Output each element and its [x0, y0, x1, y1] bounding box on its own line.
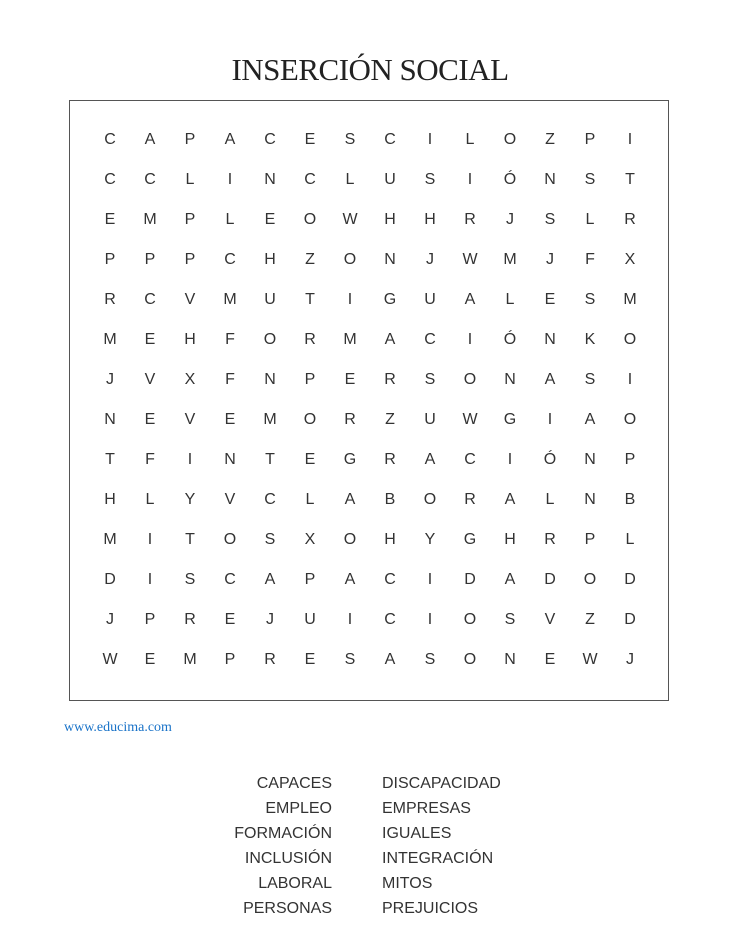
word-list-item: MITOS — [382, 875, 433, 892]
grid-cell[interactable]: P — [184, 211, 196, 228]
grid-cell[interactable]: W — [462, 411, 478, 428]
grid-cell[interactable]: F — [585, 251, 595, 268]
grid-cell[interactable]: O — [263, 331, 277, 348]
grid-cell[interactable]: T — [105, 451, 115, 468]
grid-cell[interactable]: O — [223, 531, 237, 548]
grid-cell[interactable]: Y — [424, 531, 436, 548]
grid-cell[interactable]: P — [224, 651, 236, 668]
grid-cell[interactable]: C — [384, 131, 396, 148]
word-list-item: PERSONAS — [243, 900, 332, 917]
page-title: INSERCIÓN SOCIAL — [231, 52, 509, 87]
grid-cell[interactable]: D — [624, 611, 636, 628]
grid-cell[interactable]: E — [304, 131, 316, 148]
grid-cell[interactable]: U — [384, 171, 396, 188]
grid-cell[interactable]: G — [343, 451, 357, 468]
grid-cell[interactable]: S — [584, 291, 596, 308]
grid-cell[interactable]: H — [264, 251, 276, 268]
grid-cell[interactable]: N — [264, 371, 276, 388]
grid-cell[interactable]: A — [424, 451, 436, 468]
word-list-item: PREJUICIOS — [382, 900, 479, 917]
grid-cell[interactable]: N — [104, 411, 116, 428]
grid-cell[interactable]: E — [144, 411, 156, 428]
grid-cell[interactable]: I — [627, 371, 633, 388]
grid-cell[interactable]: I — [427, 611, 433, 628]
grid-cell[interactable]: N — [224, 451, 236, 468]
grid-cell[interactable]: S — [424, 171, 436, 188]
grid-cell[interactable]: M — [103, 531, 117, 548]
grid-cell[interactable]: L — [185, 171, 195, 188]
grid-cell[interactable]: O — [503, 131, 517, 148]
grid-cell[interactable]: M — [263, 411, 277, 428]
word-list-item: IGUALES — [382, 825, 452, 842]
grid-cell[interactable]: V — [224, 491, 236, 508]
grid-cell[interactable]: H — [104, 491, 116, 508]
grid-cell[interactable]: Ó — [543, 451, 557, 468]
website-link[interactable]: www.educima.com — [64, 720, 172, 735]
grid-cell[interactable]: L — [625, 531, 635, 548]
grid-cell[interactable]: S — [424, 371, 436, 388]
word-list-item: LABORAL — [258, 875, 332, 892]
grid-cell[interactable]: L — [305, 491, 315, 508]
grid-cell[interactable]: O — [463, 611, 477, 628]
word-search-grid — [69, 100, 669, 701]
grid-cell[interactable]: X — [304, 531, 316, 548]
grid-cell[interactable]: J — [626, 651, 634, 668]
grid-cell[interactable]: M — [183, 651, 197, 668]
grid-cell[interactable]: E — [144, 331, 156, 348]
grid-cell[interactable]: O — [303, 211, 317, 228]
grid-cell[interactable]: L — [345, 171, 355, 188]
grid-cell[interactable]: C — [144, 291, 156, 308]
grid-cell[interactable]: Ó — [503, 171, 517, 188]
grid-cell[interactable]: O — [343, 531, 357, 548]
grid-cell[interactable]: A — [264, 571, 276, 588]
grid-cell[interactable]: O — [583, 571, 597, 588]
word-list-right — [382, 773, 582, 923]
grid-cell[interactable]: J — [546, 251, 554, 268]
grid-cell[interactable]: R — [624, 211, 636, 228]
grid-cell[interactable]: L — [225, 211, 235, 228]
grid-cell[interactable]: W — [462, 251, 478, 268]
grid-cell[interactable]: O — [463, 371, 477, 388]
grid-cell[interactable]: C — [104, 131, 116, 148]
grid-cell[interactable]: T — [305, 291, 315, 308]
grid-cell[interactable]: B — [384, 491, 396, 508]
grid-cell[interactable]: Z — [585, 611, 595, 628]
grid-cell[interactable]: T — [265, 451, 275, 468]
grid-cell[interactable]: D — [624, 571, 636, 588]
grid-cell[interactable]: U — [304, 611, 316, 628]
grid-cell[interactable]: N — [544, 331, 556, 348]
grid-cell[interactable]: F — [145, 451, 155, 468]
grid-cell[interactable]: S — [424, 651, 436, 668]
grid-cell[interactable]: S — [344, 131, 356, 148]
grid-cell[interactable]: A — [224, 131, 236, 148]
grid-cell[interactable]: I — [427, 131, 433, 148]
grid-cell[interactable]: L — [545, 491, 555, 508]
grid-cell[interactable]: A — [384, 651, 396, 668]
grid-cell[interactable]: M — [503, 251, 517, 268]
grid-cell[interactable]: A — [464, 291, 476, 308]
grid-cell[interactable]: P — [104, 251, 116, 268]
word-list-item: FORMACIÓN — [234, 825, 332, 842]
grid-cell[interactable]: I — [227, 171, 233, 188]
grid-cell[interactable]: S — [584, 371, 596, 388]
grid-cell[interactable]: M — [343, 331, 357, 348]
grid-cell[interactable]: R — [464, 211, 476, 228]
grid-cell[interactable]: J — [106, 611, 114, 628]
grid-cell[interactable]: C — [264, 491, 276, 508]
grid-cell[interactable]: N — [504, 651, 516, 668]
grid-cell[interactable]: R — [384, 451, 396, 468]
grid-cell[interactable]: P — [144, 251, 156, 268]
grid-cell[interactable]: V — [184, 291, 196, 308]
grid-cell[interactable]: M — [103, 331, 117, 348]
grid-cell[interactable]: V — [544, 611, 556, 628]
grid-cell[interactable]: S — [344, 651, 356, 668]
word-list-item: DISCAPACIDAD — [382, 775, 501, 792]
word-list-item: INTEGRACIÓN — [382, 850, 494, 867]
grid-cell[interactable]: Z — [545, 131, 555, 148]
grid-cell[interactable]: Z — [305, 251, 315, 268]
grid-cell[interactable]: D — [464, 571, 476, 588]
grid-cell[interactable]: I — [627, 131, 633, 148]
grid-cell[interactable]: Ó — [503, 331, 517, 348]
grid-cell[interactable]: X — [624, 251, 636, 268]
grid-cell[interactable]: U — [264, 291, 276, 308]
grid-cell[interactable]: V — [184, 411, 196, 428]
grid-cell[interactable]: I — [467, 171, 473, 188]
grid-cell[interactable]: P — [184, 131, 196, 148]
grid-cell[interactable]: E — [544, 651, 556, 668]
grid-cell[interactable]: P — [624, 451, 636, 468]
grid-cell[interactable]: C — [304, 171, 316, 188]
grid-cell[interactable]: A — [344, 571, 356, 588]
grid-cell[interactable]: C — [384, 611, 396, 628]
grid-cell[interactable]: S — [544, 211, 556, 228]
grid-cell[interactable]: I — [147, 531, 153, 548]
grid-cell[interactable]: D — [104, 571, 116, 588]
grid-cell[interactable]: J — [106, 371, 114, 388]
grid-cell[interactable]: H — [504, 531, 516, 548]
grid-cell[interactable]: G — [383, 291, 397, 308]
grid-cell[interactable]: N — [544, 171, 556, 188]
grid-cell[interactable]: P — [184, 251, 196, 268]
grid-cell[interactable]: X — [184, 371, 196, 388]
grid-cell[interactable]: N — [584, 451, 596, 468]
grid-cell[interactable]: P — [144, 611, 156, 628]
grid-cell[interactable]: N — [384, 251, 396, 268]
grid-cell[interactable]: I — [467, 331, 473, 348]
grid-cell[interactable]: R — [304, 331, 316, 348]
grid-cell[interactable]: E — [304, 451, 316, 468]
grid-cell[interactable]: M — [223, 291, 237, 308]
grid-cell[interactable]: F — [225, 331, 235, 348]
word-list-item: INCLUSIÓN — [244, 850, 332, 867]
grid-cell[interactable]: E — [224, 611, 236, 628]
grid-cell[interactable]: L — [145, 491, 155, 508]
grid-cell[interactable]: H — [384, 531, 396, 548]
grid-cell[interactable]: A — [384, 331, 396, 348]
grid-cell[interactable]: E — [104, 211, 116, 228]
grid-cell[interactable]: R — [184, 611, 196, 628]
grid-cell[interactable]: C — [224, 571, 236, 588]
grid-cell[interactable]: H — [424, 211, 436, 228]
grid-cell[interactable]: O — [303, 411, 317, 428]
grid-cell[interactable]: O — [463, 651, 477, 668]
grid-cell[interactable]: W — [582, 651, 598, 668]
grid-cell[interactable]: I — [507, 451, 513, 468]
grid-cell[interactable]: T — [185, 531, 195, 548]
grid-cell[interactable]: B — [624, 491, 636, 508]
grid-cell[interactable]: H — [184, 331, 196, 348]
grid-cell[interactable]: M — [143, 211, 157, 228]
grid-cell[interactable]: A — [584, 411, 596, 428]
grid-cell[interactable]: F — [225, 371, 235, 388]
grid-cell[interactable]: I — [187, 451, 193, 468]
grid-cell[interactable]: J — [266, 611, 274, 628]
grid-cell[interactable]: U — [424, 291, 436, 308]
grid-cell[interactable]: I — [547, 411, 553, 428]
grid-cell[interactable]: J — [506, 211, 514, 228]
grid-cell[interactable]: P — [584, 131, 596, 148]
grid-cell[interactable]: R — [544, 531, 556, 548]
grid-cell[interactable]: E — [304, 651, 316, 668]
grid-cell[interactable]: S — [184, 571, 196, 588]
grid-cell[interactable]: T — [625, 171, 635, 188]
grid-cell[interactable]: R — [264, 651, 276, 668]
grid-cell[interactable]: C — [384, 571, 396, 588]
grid-cell[interactable]: L — [585, 211, 595, 228]
grid-cell[interactable]: P — [584, 531, 596, 548]
grid-cell[interactable]: S — [264, 531, 276, 548]
grid-cell[interactable]: L — [465, 131, 475, 148]
word-list-left — [180, 773, 332, 923]
grid-cell[interactable]: E — [224, 411, 236, 428]
grid-cell[interactable]: L — [505, 291, 515, 308]
grid-cell[interactable]: H — [384, 211, 396, 228]
grid-cell[interactable]: I — [347, 291, 353, 308]
grid-cell[interactable]: C — [144, 171, 156, 188]
grid-cell[interactable]: A — [144, 131, 156, 148]
grid-cell[interactable]: N — [504, 371, 516, 388]
grid-cell[interactable]: O — [343, 251, 357, 268]
grid-cell[interactable]: I — [347, 611, 353, 628]
grid-cell[interactable]: W — [342, 211, 358, 228]
grid-cell[interactable]: R — [344, 411, 356, 428]
grid-cell[interactable]: W — [102, 651, 118, 668]
grid-cell[interactable]: N — [264, 171, 276, 188]
word-list-item: EMPLEO — [265, 800, 332, 817]
grid-cell[interactable]: D — [544, 571, 556, 588]
grid-cell[interactable]: A — [344, 491, 356, 508]
grid-cell[interactable]: C — [464, 451, 476, 468]
grid-cell[interactable]: P — [304, 571, 316, 588]
grid-cell[interactable]: A — [544, 371, 556, 388]
grid-cell[interactable]: O — [423, 491, 437, 508]
grid-cell[interactable]: N — [584, 491, 596, 508]
grid-cell[interactable]: C — [424, 331, 436, 348]
grid-cell[interactable]: R — [384, 371, 396, 388]
grid-cell[interactable]: C — [224, 251, 236, 268]
grid-cell[interactable]: C — [264, 131, 276, 148]
word-list-item: EMPRESAS — [382, 800, 471, 817]
grid-cell[interactable]: K — [584, 331, 596, 348]
grid-cell[interactable]: Y — [184, 491, 196, 508]
grid-cell[interactable]: V — [144, 371, 156, 388]
grid-cell[interactable]: S — [584, 171, 596, 188]
grid-cell[interactable]: E — [264, 211, 276, 228]
grid-cell[interactable]: A — [504, 491, 516, 508]
grid-cell[interactable]: E — [344, 371, 356, 388]
grid-cell[interactable]: G — [463, 531, 477, 548]
word-list-item: CAPACES — [256, 775, 332, 792]
grid-cell[interactable]: G — [503, 411, 517, 428]
grid-cell[interactable]: A — [504, 571, 516, 588]
grid-cell[interactable]: J — [426, 251, 434, 268]
grid-cell[interactable]: P — [304, 371, 316, 388]
grid-cell[interactable]: O — [623, 331, 637, 348]
grid-cell[interactable]: M — [623, 291, 637, 308]
grid-cell[interactable]: U — [424, 411, 436, 428]
grid-cell[interactable]: R — [104, 291, 116, 308]
grid-cell[interactable]: R — [464, 491, 476, 508]
grid-cell[interactable]: I — [427, 571, 433, 588]
grid-cell[interactable]: S — [504, 611, 516, 628]
grid-cell[interactable]: E — [144, 651, 156, 668]
grid-cell[interactable]: E — [544, 291, 556, 308]
grid-cell[interactable]: C — [104, 171, 116, 188]
grid-cell[interactable]: O — [623, 411, 637, 428]
grid-cell[interactable]: Z — [385, 411, 395, 428]
grid-cell[interactable]: I — [147, 571, 153, 588]
